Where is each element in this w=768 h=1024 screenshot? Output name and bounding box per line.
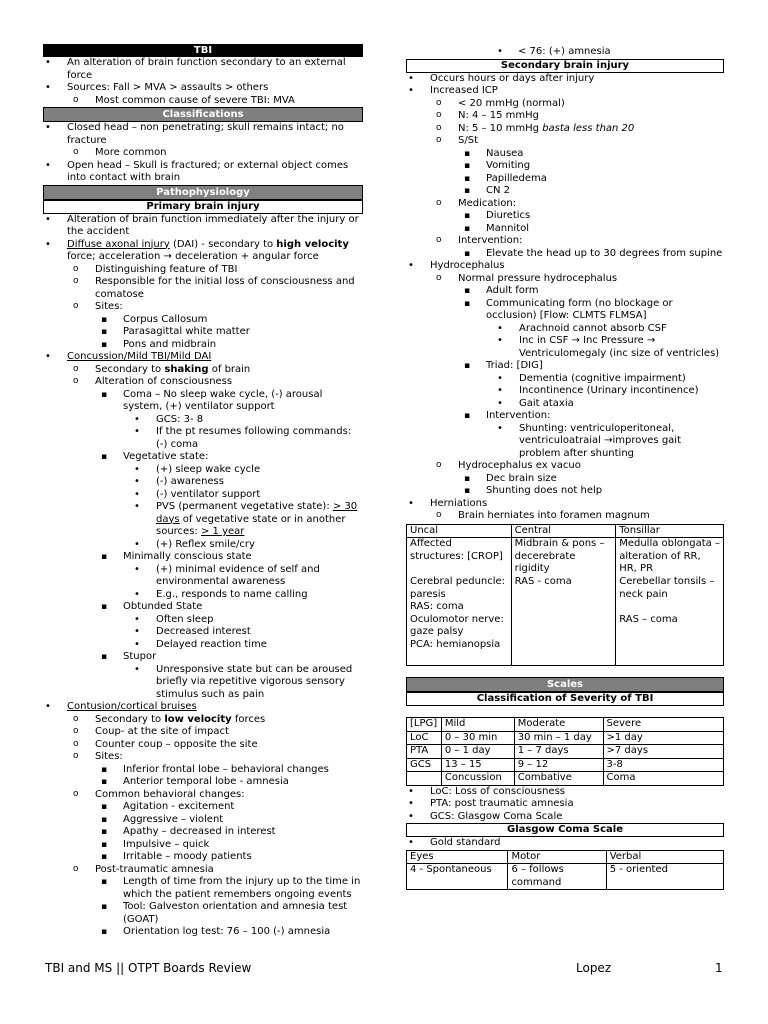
list-item: • Delayed reaction time [43, 639, 363, 652]
page-number: 1 [715, 961, 723, 975]
table-header: Tonsillar [616, 524, 724, 538]
table-cell [407, 772, 442, 786]
text: Secondary to [95, 713, 162, 725]
table-header: Moderate [514, 718, 603, 732]
table-cell: 9 – 12 [514, 758, 603, 772]
table-header: Severe [603, 718, 723, 732]
list-item: • Dementia (cognitive impairment) [406, 373, 724, 386]
list-item: ▪ Papilledema [406, 173, 724, 186]
list-item: • PTA: post traumatic amnesia [406, 798, 724, 811]
list-item: o Common behavioral changes: [43, 789, 363, 802]
gcs-list [406, 837, 724, 850]
italic-text: basta less than 20 [542, 122, 635, 134]
table-row [407, 758, 724, 772]
dai-item [43, 239, 363, 264]
list-item: o Brain herniates into foramen magnum [406, 510, 724, 523]
table-header: Motor [508, 850, 606, 864]
table-row [407, 772, 724, 786]
list-item: ▪ Elevate the head up to 30 degrees from supine [406, 248, 724, 261]
list-item: ▪ Irritable – moody patients [43, 851, 363, 864]
list-item: ▪ Length of time from the injury up to the time in which the patient remembers ongoing events [43, 876, 363, 901]
amnesia-list [406, 46, 724, 59]
list-item: o Responsible for the initial loss of consciousness and comatose [43, 276, 363, 301]
list-item [43, 714, 363, 727]
table-cell [511, 639, 616, 666]
list-item: • Increased ICP [406, 85, 724, 98]
secondary-injury-header: Secondary brain injury [406, 59, 724, 73]
table-row [407, 601, 724, 614]
table-cell: >7 days [603, 745, 723, 759]
list-item: ▪ Tool: Galveston orientation and amnesia test (GOAT) [43, 901, 363, 926]
list-item: • (+) sleep wake cycle [43, 464, 363, 477]
table-cell: Concussion [441, 772, 514, 786]
table-cell [511, 614, 616, 639]
list-item: ▪ Aggressive – violent [43, 814, 363, 827]
list-item [43, 351, 363, 364]
table-header-row [407, 850, 724, 864]
list-item: o Counter coup – opposite the site [43, 739, 363, 752]
table-cell: PTA [407, 745, 442, 759]
text: Secondary to [95, 363, 162, 375]
list-item: • Shunting: ventriculoperitoneal, ventriculoatraial →improves gait problem after shunting [406, 423, 724, 461]
table-cell: Medulla oblongata – alteration of RR, HR, PR [616, 538, 724, 577]
secondary-list [406, 73, 724, 523]
table-cell: RAS - coma [511, 576, 616, 601]
list-item: ▪ Minimally conscious state [43, 551, 363, 564]
table-cell [616, 601, 724, 614]
severity-header: Classification of Severity of TBI [406, 692, 724, 706]
table-header-row [407, 718, 724, 732]
list-item: o < 20 mmHg (normal) [406, 98, 724, 111]
table-cell: 0 – 1 day [441, 745, 514, 759]
list-item: • Open head – Skull is fractured; or external object comes into contact with brain [43, 160, 363, 185]
list-item: ▪ CN 2 [406, 185, 724, 198]
list-item: o More common [43, 147, 363, 160]
list-item: • (-) awareness [43, 476, 363, 489]
table-row [407, 639, 724, 666]
table-header: Eyes [407, 850, 508, 864]
list-item: • (-) ventilator support [43, 489, 363, 502]
list-item: ▪ Anterior temporal lobe - amnesia [43, 776, 363, 789]
table-row [407, 745, 724, 759]
list-item: ▪ Inferior frontal lobe – behavioral changes [43, 764, 363, 777]
list-item: • Decreased interest [43, 626, 363, 639]
list-item: o Distinguishing feature of TBI [43, 264, 363, 277]
table-cell: 30 min – 1 day [514, 731, 603, 745]
table-header: [LPG] [407, 718, 442, 732]
classifications-list [43, 122, 363, 185]
list-item: • Occurs hours or days after injury [406, 73, 724, 86]
list-item: ▪ Diuretics [406, 210, 724, 223]
table-header: Central [511, 524, 616, 538]
tbi-header: TBI [43, 44, 363, 57]
list-item: o Sites: [43, 301, 363, 314]
list-item: o Normal pressure hydrocephalus [406, 273, 724, 286]
table-cell: 0 – 30 min [441, 731, 514, 745]
list-item: • GCS: 3- 8 [43, 414, 363, 427]
list-item: • Incontinence (Urinary incontinence) [406, 385, 724, 398]
list-item: ▪ Intervention: [406, 410, 724, 423]
list-item: ▪ Corpus Callosum [43, 314, 363, 327]
list-item: ▪ Apathy – decreased in interest [43, 826, 363, 839]
table-cell [511, 601, 616, 614]
table-cell: Cerebral peduncle: paresis [407, 576, 512, 601]
list-item: o Hydrocephalus ex vacuo [406, 460, 724, 473]
list-item: • Alteration of brain function immediately after the injury or the accident [43, 214, 363, 239]
right-column [406, 46, 724, 890]
text: PVS (permanent vegetative state): [156, 501, 330, 512]
list-item: • LoC: Loss of consciousness [406, 786, 724, 799]
table-row [407, 576, 724, 601]
table-cell: Affected structures: [CROP] [407, 538, 512, 577]
list-item: • Often sleep [43, 614, 363, 627]
table-cell: RAS: coma [407, 601, 512, 614]
list-item: ▪ Adult form [406, 285, 724, 298]
primary-list [43, 214, 363, 939]
table-cell: 3-8 [603, 758, 723, 772]
list-item: • (+) Reflex smile/cry [43, 539, 363, 552]
list-item: ▪ Dec brain size [406, 473, 724, 486]
scales-header: Scales [406, 677, 724, 692]
list-item: ▪ Vegetative state: [43, 451, 363, 464]
list-item: o Alteration of consciousness [43, 376, 363, 389]
table-header: Verbal [606, 850, 723, 864]
footer-title: TBI and MS || OTPT Boards Review [45, 961, 252, 975]
abbreviation-list [406, 786, 724, 824]
classifications-header: Classifications [43, 107, 363, 122]
table-cell: GCS [407, 758, 442, 772]
table-cell: RAS – coma [616, 614, 724, 639]
text: of brain [211, 363, 251, 375]
list-item: • Unresponsive state but can be aroused briefly via repetitive vigorous sensory stimulus such as pain [43, 664, 363, 702]
list-item: o Medication: [406, 198, 724, 211]
table-row [407, 614, 724, 639]
list-item: ▪ Agitation - excitement [43, 801, 363, 814]
pathophysiology-header: Pathophysiology [43, 185, 363, 200]
list-item: • (+) minimal evidence of self and environmental awareness [43, 564, 363, 589]
list-item [406, 123, 724, 136]
table-header: Uncal [407, 524, 512, 538]
list-item: ▪ Vomiting [406, 160, 724, 173]
table-cell: Cerebellar tonsils – neck pain [616, 576, 724, 601]
table-cell: 1 – 7 days [514, 745, 603, 759]
list-item: • Gold standard [406, 837, 724, 850]
list-item: o Coup- at the site of impact [43, 726, 363, 739]
gcs-table [406, 850, 724, 891]
table-cell [616, 639, 724, 666]
list-item: o Most common cause of severe TBI: MVA [43, 95, 363, 108]
list-item: o Post-traumatic amnesia [43, 864, 363, 877]
table-cell: 4 - Spontaneous [407, 864, 508, 890]
list-item: o Sites: [43, 751, 363, 764]
underlined-text: > 1 year [200, 526, 245, 537]
list-item: ▪ Triad: [DIG] [406, 360, 724, 373]
list-item: ▪ Coma – No sleep wake cycle, (-) arousal system, (+) ventilator support [43, 389, 363, 414]
table-cell: 5 - oriented [606, 864, 723, 890]
list-item: ▪ Shunting does not help [406, 485, 724, 498]
dai-label: Diffuse axonal injury [67, 238, 170, 250]
list-item: o N: 4 – 15 mmHg [406, 110, 724, 123]
list-item: • Arachnoid cannot absorb CSF [406, 323, 724, 336]
table-cell: 13 – 15 [441, 758, 514, 772]
gcs-header: Glasgow Coma Scale [406, 823, 724, 837]
text: of vegetative state or in another sources: [156, 513, 346, 537]
herniation-table [406, 524, 724, 667]
list-item [43, 364, 363, 377]
severity-table [406, 717, 724, 786]
footer-author: Lopez [576, 961, 612, 975]
table-cell: LoC [407, 731, 442, 745]
list-item: o Intervention: [406, 235, 724, 248]
list-item: ▪ Orientation log test: 76 – 100 (-) amnesia [43, 926, 363, 939]
list-item: ▪ Pons and midbrain [43, 339, 363, 352]
table-row [407, 538, 724, 577]
concussion-label: Concussion/Mild TBI/Mild DAI [67, 351, 212, 362]
list-item: • Herniations [406, 498, 724, 511]
list-item: ▪ Stupor [43, 651, 363, 664]
list-item: ▪ Parasagittal white matter [43, 326, 363, 339]
list-item: o S/St [406, 135, 724, 148]
list-item [43, 701, 363, 714]
list-item [43, 501, 363, 539]
bold-text: shaking [164, 363, 209, 375]
table-cell: Midbrain & pons – decerebrate rigidity [511, 538, 616, 577]
dai-text: (DAI) - secondary to [172, 238, 274, 250]
table-cell: 6 – follows command [508, 864, 606, 890]
list-item: ▪ Impulsive – quick [43, 839, 363, 852]
list-item: • Gait ataxia [406, 398, 724, 411]
text: N: 5 – 10 mmHg [458, 122, 540, 134]
list-item: ▪ Mannitol [406, 223, 724, 236]
table-cell: >1 day [603, 731, 723, 745]
list-item: • Closed head – non penetrating; skull remains intact; no fracture [43, 122, 363, 147]
list-item: • Sources: Fall > MVA > assaults > others [43, 82, 363, 95]
primary-injury-header: Primary brain injury [43, 200, 363, 214]
contusion-label: Contusion/cortical bruises [67, 701, 197, 712]
list-item: • Hydrocephalus [406, 260, 724, 273]
tbi-list [43, 57, 363, 107]
table-row [407, 731, 724, 745]
list-item: • If the pt resumes following commands: (-) coma [43, 426, 363, 451]
underlined-text: > 30 days [156, 501, 358, 525]
list-item: • < 76: (+) amnesia [406, 46, 724, 59]
list-item: ▪ Obtunded State [43, 601, 363, 614]
table-header: Mild [441, 718, 514, 732]
list-item: • An alteration of brain function secondary to an external force [43, 57, 363, 82]
list-item: • E.g., responds to name calling [43, 589, 363, 602]
table-cell: Combative [514, 772, 603, 786]
dai-text: force; acceleration → deceleration + angular force [67, 251, 319, 262]
list-item: ▪ Communicating form (no blockage or occlusion) [Flow: CLMTS FLMSA] [406, 298, 724, 323]
left-column [43, 44, 363, 939]
table-row [407, 864, 724, 890]
text: forces [234, 713, 266, 725]
list-item: • Inc in CSF → Inc Pressure → Ventriculomegaly (inc size of ventricles) [406, 335, 724, 360]
table-cell: PCA: hemianopsia [407, 639, 512, 666]
table-cell: Oculomotor nerve: gaze palsy [407, 614, 512, 639]
list-item: • GCS: Glasgow Coma Scale [406, 811, 724, 824]
list-item: ▪ Nausea [406, 148, 724, 161]
dai-bold: high velocity [276, 238, 349, 250]
bold-text: low velocity [164, 713, 232, 725]
table-cell: Coma [603, 772, 723, 786]
